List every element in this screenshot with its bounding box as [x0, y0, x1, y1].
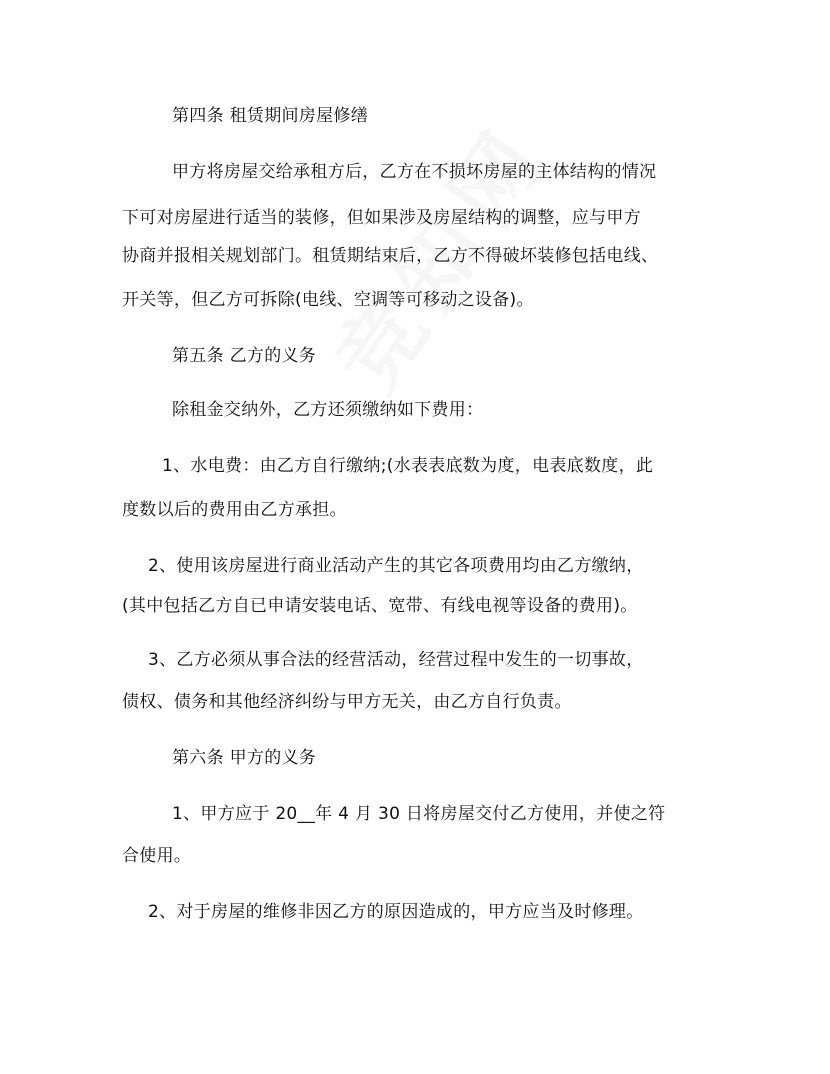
article4-heading: 第四条 租赁期间房屋修缮	[172, 106, 369, 126]
paragraph-line: 协商并报相关规划部门。租赁期结束后，乙方不得破坏装修包括电线、	[122, 246, 659, 266]
article5-heading: 第五条 乙方的义务	[172, 346, 317, 366]
paragraph-line: 2、使用该房屋进行商业活动产生的其它各项费用均由乙方缴纳，	[148, 556, 644, 576]
paragraph-line: 1、水电费：由乙方自行缴纳;(水表表底数为度，电表底数度，此	[162, 456, 654, 476]
paragraph-line: 债权、债务和其他经济纠纷与甲方无关，由乙方自行负责。	[122, 692, 572, 712]
article6-heading: 第六条 甲方的义务	[172, 748, 317, 768]
paragraph-line: 开关等，但乙方可拆除(电线、空调等可移动之设备)。	[122, 290, 534, 310]
paragraph-line: 合使用。	[122, 846, 192, 866]
paragraph-line: (其中包括乙方自已申请安装电话、宽带、有线电视等设备的费用)。	[122, 596, 638, 616]
paragraph-line: 下可对房屋进行适当的装修，但如果涉及房屋结构的调整，应与甲方	[122, 208, 641, 228]
paragraph-line: 度数以后的费用由乙方承担。	[122, 500, 347, 520]
paragraph-line: 3、乙方必须从事合法的经营活动，经营过程中发生的一切事故，	[148, 650, 644, 670]
paragraph-line: 甲方将房屋交给承租方后，乙方在不损坏房屋的主体结构的情况	[172, 162, 657, 182]
paragraph-line: 除租金交纳外，乙方还须缴纳如下费用：	[172, 400, 484, 420]
paragraph-line: 2、对于房屋的维修非因乙方的原因造成的，甲方应当及时修理。	[148, 902, 644, 922]
paragraph-line: 1、甲方应于 20__年 4 月 30 日将房屋交付乙方使用，并使之符	[172, 804, 666, 824]
